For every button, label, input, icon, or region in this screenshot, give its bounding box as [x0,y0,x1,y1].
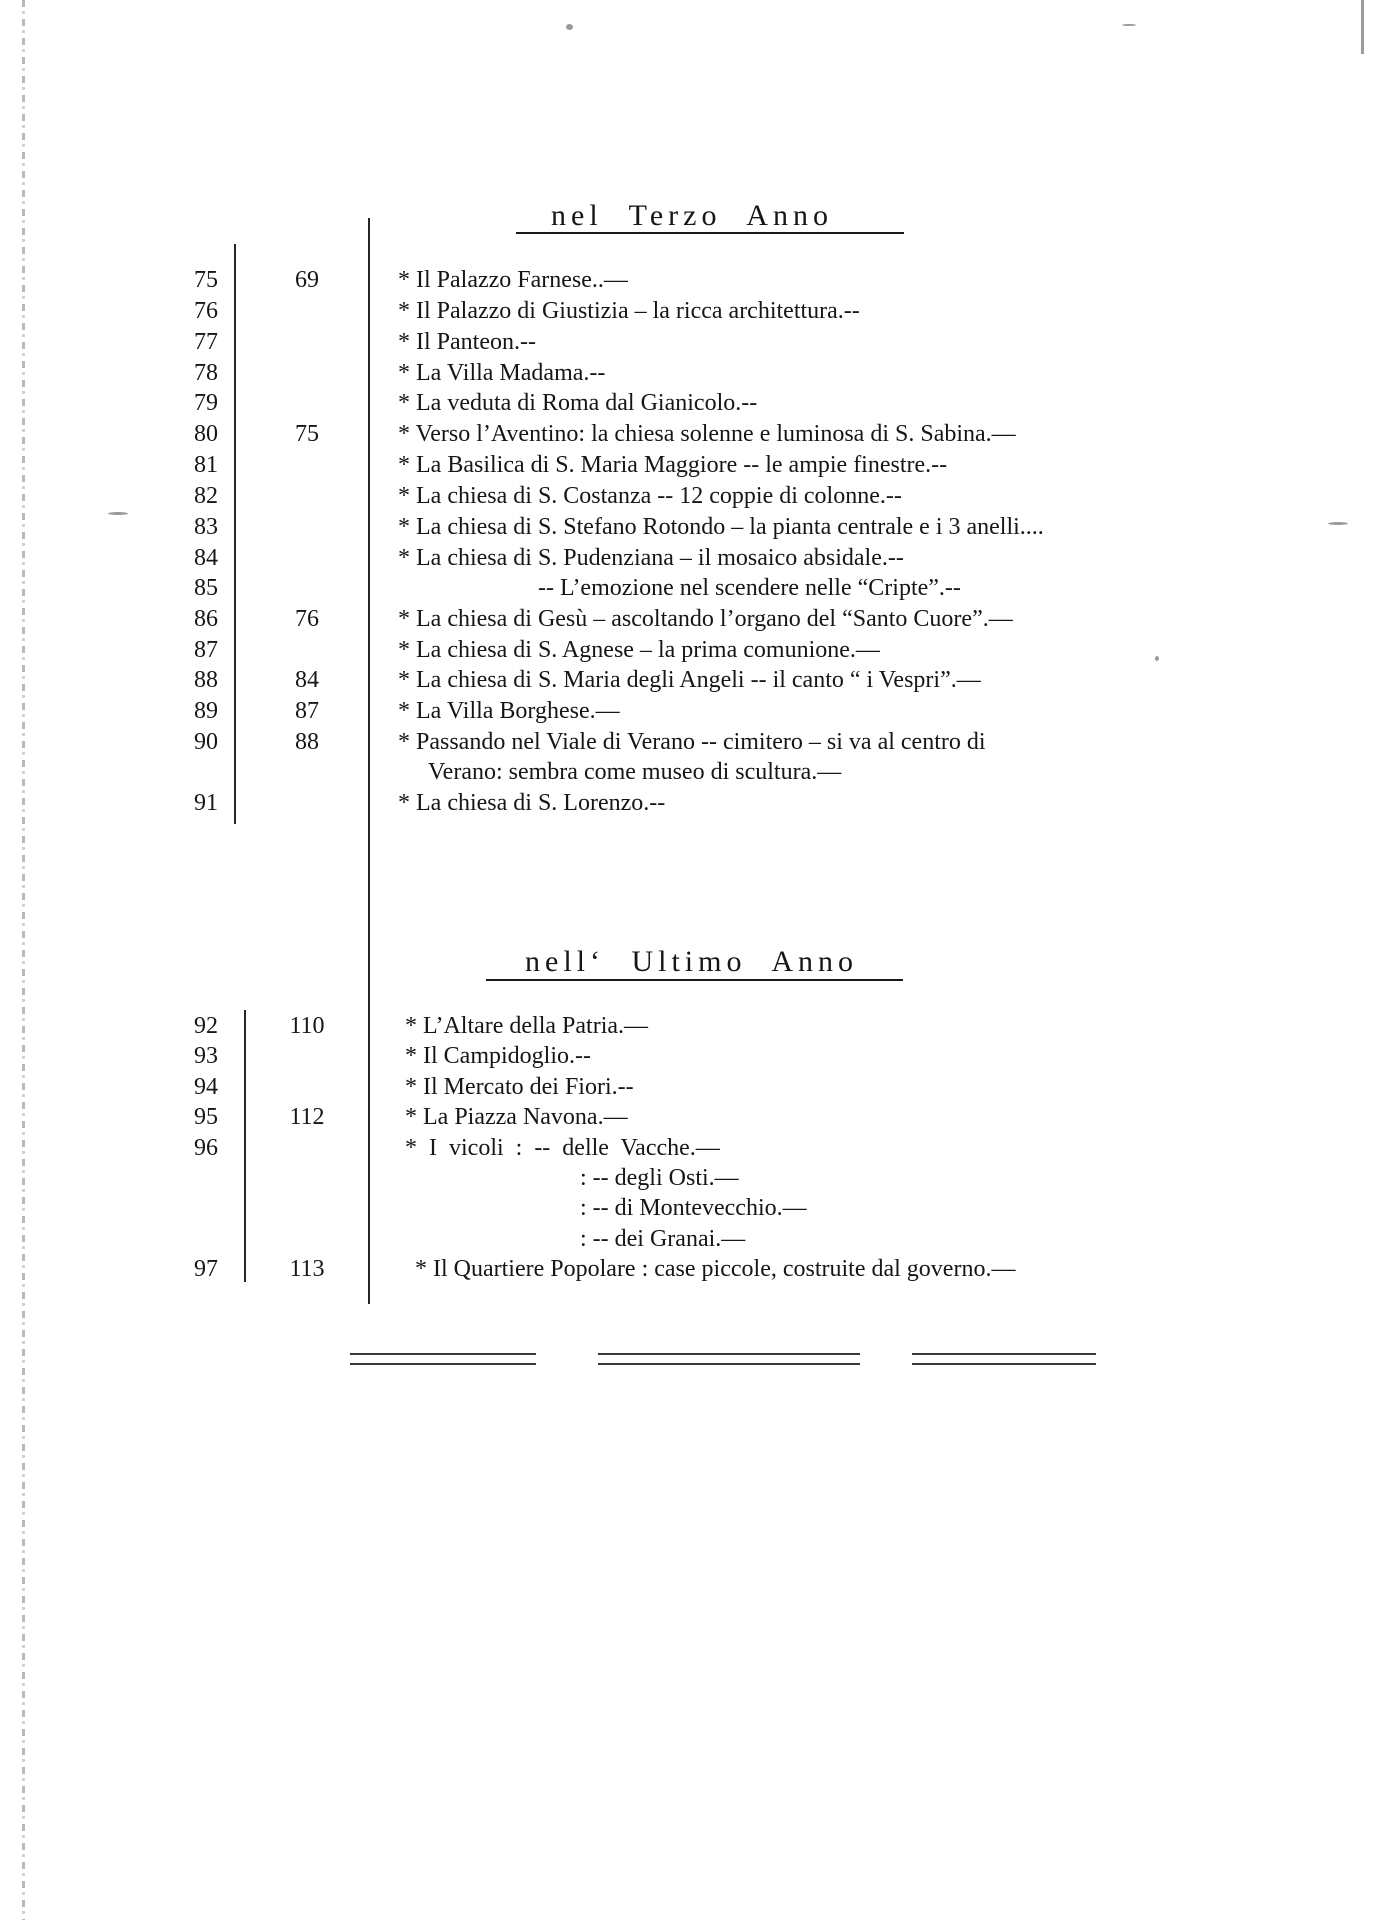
row-description: : -- degli Osti.— [580,1165,739,1191]
row-number: 85 [194,575,218,601]
scan-speck [566,24,573,30]
row-description: * La Basilica di S. Maria Maggiore -- le ampie finestre.-- [398,452,948,478]
row-reference: 69 [295,267,319,293]
table-row [0,450,1373,481]
row-number: 78 [194,360,218,386]
row-description: * Il Panteon.-- [398,329,536,355]
row-description: * Il Mercato dei Fiori.-- [405,1074,634,1100]
footer-double-rule [350,1353,536,1365]
row-description: * La Piazza Navona.— [405,1104,628,1130]
row-number: 93 [194,1043,218,1069]
section-heading-ultimo-anno: nell‘ Ultimo Anno [525,945,858,978]
table-row [0,265,1373,296]
row-number: 80 [194,421,218,447]
footer-double-rule [912,1353,1096,1365]
table-row [0,604,1373,635]
row-number: 94 [194,1074,218,1100]
table-row-continuation [0,1193,1373,1224]
row-description: * I vicoli : -- delle Vacche.— [405,1135,720,1161]
row-description: * La veduta di Roma dal Gianicolo.-- [398,390,758,416]
table-row [0,1041,1373,1072]
row-description: * Il Palazzo di Giustizia – la ricca architettura.-- [398,298,860,324]
table-row [0,1133,1373,1164]
row-description: * La chiesa di S. Costanza -- 12 coppie di colonne.-- [398,483,902,509]
table-row [0,543,1373,574]
row-reference: 88 [295,729,319,755]
heading-underline [516,232,904,234]
row-description: * Il Palazzo Farnese..— [398,267,628,293]
row-description: * Il Campidoglio.-- [405,1043,591,1069]
row-number: 97 [194,1256,218,1282]
table-row [0,296,1373,327]
table-row [0,788,1373,819]
table-row-continuation [0,1224,1373,1255]
row-number: 90 [194,729,218,755]
row-number: 77 [194,329,218,355]
row-reference: 87 [295,698,319,724]
row-description: * La chiesa di S. Pudenziana – il mosaico absidale.-- [398,545,904,571]
row-description: * L’Altare della Patria.— [405,1013,649,1039]
table-row [0,1254,1373,1285]
row-number: 83 [194,514,218,540]
row-reference: 76 [295,606,319,632]
row-description: : -- di Montevecchio.— [580,1195,807,1221]
row-description: * La chiesa di S. Maria degli Angeli -- il canto “ i Vespri”.— [398,667,981,693]
row-description: * Il Quartiere Popolare : case piccole, costruite dal governo.— [415,1256,1016,1282]
table-row-continuation [0,757,1373,788]
row-description: * Verso l’Aventino: la chiesa solenne e luminosa di S. Sabina.— [398,421,1016,447]
row-number: 88 [194,667,218,693]
row-number: 81 [194,452,218,478]
row-description: * La chiesa di S. Lorenzo.-- [398,790,666,816]
table-row [0,419,1373,450]
row-number: 89 [194,698,218,724]
row-reference: 75 [295,421,319,447]
row-description: * La Villa Borghese.— [398,698,620,724]
table-row [0,727,1373,758]
row-reference: 112 [289,1104,325,1130]
scan-speck [1361,0,1364,54]
row-number: 82 [194,483,218,509]
table-row [0,481,1373,512]
row-reference: 84 [295,667,319,693]
heading-underline [486,979,903,981]
row-description: * Passando nel Viale di Verano -- cimitero – si va al centro di [398,729,986,755]
table-row-continuation [0,1163,1373,1194]
table-row [0,327,1373,358]
table-row [0,358,1373,389]
row-description: * La chiesa di Gesù – ascoltando l’organo del “Santo Cuore”.— [398,606,1013,632]
section-heading-terzo-anno: nel Terzo Anno [551,199,833,232]
row-number: 96 [194,1135,218,1161]
table-row [0,512,1373,543]
row-description: * La chiesa di S. Stefano Rotondo – la pianta centrale e i 3 anelli.... [398,514,1044,540]
row-number: 75 [194,267,218,293]
table-row [0,1102,1373,1133]
row-number: 86 [194,606,218,632]
table-row [0,665,1373,696]
row-number: 87 [194,637,218,663]
row-description: Verano: sembra come museo di scultura.— [428,759,842,785]
row-description: -- L’emozione nel scendere nelle “Cripte”.-- [538,575,961,601]
scan-speck [1122,24,1136,26]
table-row [0,635,1373,666]
row-number: 84 [194,545,218,571]
row-reference: 113 [289,1256,325,1282]
row-number: 76 [194,298,218,324]
row-number: 91 [194,790,218,816]
row-description: * La Villa Madama.-- [398,360,606,386]
row-description: : -- dei Granai.— [580,1226,746,1252]
row-description: * La chiesa di S. Agnese – la prima comunione.— [398,637,880,663]
row-number: 95 [194,1104,218,1130]
table-row [0,1072,1373,1103]
row-reference: 110 [289,1013,325,1039]
table-row [0,696,1373,727]
table-row [0,573,1373,604]
table-row [0,388,1373,419]
row-number: 92 [194,1013,218,1039]
footer-double-rule [598,1353,860,1365]
row-number: 79 [194,390,218,416]
table-row [0,1011,1373,1042]
